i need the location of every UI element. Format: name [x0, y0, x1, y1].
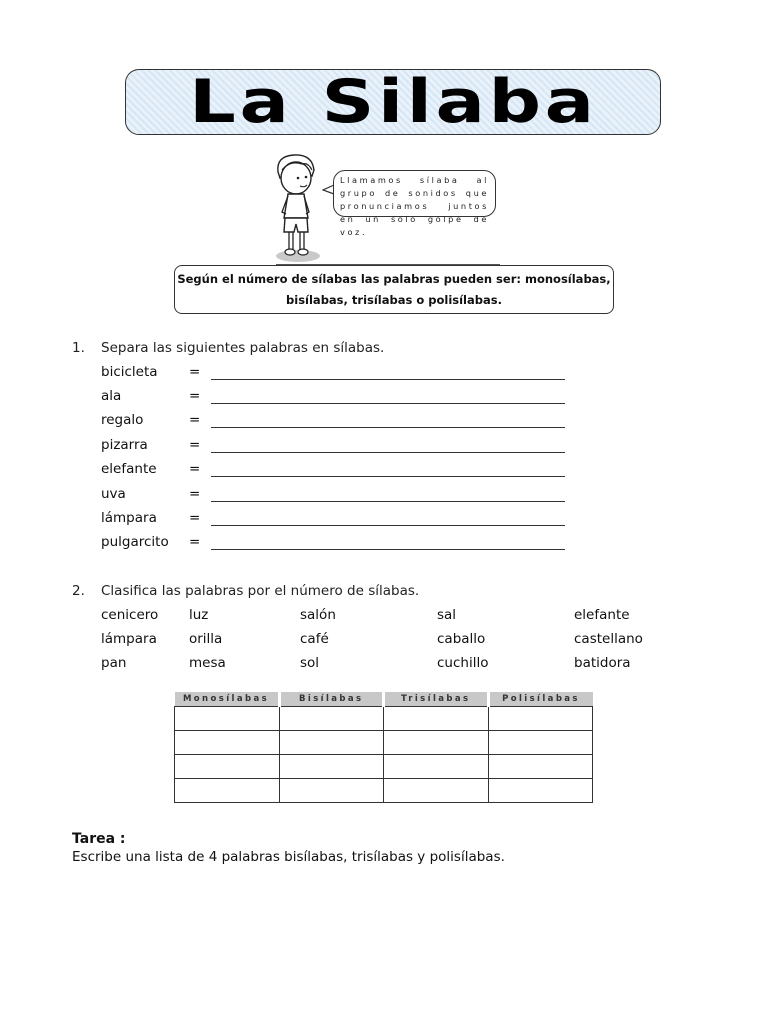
equals-sign: = — [189, 510, 201, 526]
word: sol — [300, 655, 320, 671]
table-cell[interactable] — [384, 707, 489, 731]
table-row — [175, 755, 593, 779]
word: ala — [101, 388, 122, 404]
word: batidora — [574, 655, 631, 671]
table-cell[interactable] — [384, 731, 489, 755]
table-cell[interactable] — [279, 755, 384, 779]
table-cell[interactable] — [384, 779, 489, 803]
rule-line: bisílabas, trisílabas o polisílabas. — [286, 293, 502, 307]
table-cell[interactable] — [279, 731, 384, 755]
equals-sign: = — [189, 486, 201, 502]
homework-title: Tarea : — [72, 831, 126, 847]
table-cell[interactable] — [488, 707, 593, 731]
word: pan — [101, 655, 127, 671]
rule-line: Según el número de sílabas las palabras pueden ser: monosílabas, — [177, 272, 611, 286]
answer-line[interactable] — [211, 501, 565, 502]
table-row — [175, 731, 593, 755]
table-cell[interactable] — [279, 707, 384, 731]
table-row — [175, 779, 593, 803]
rule-box — [174, 265, 614, 314]
answer-line[interactable] — [211, 525, 565, 526]
table-cell[interactable] — [384, 755, 489, 779]
exercise-instruction: Clasifica las palabras por el número de sílabas. — [101, 583, 420, 599]
answer-line[interactable] — [211, 403, 565, 404]
word: luz — [189, 607, 209, 623]
word: sal — [437, 607, 457, 623]
table-cell[interactable] — [175, 755, 280, 779]
table-header: Bisílabas — [279, 692, 384, 707]
table-header: Trisílabas — [384, 692, 489, 707]
table-cell[interactable] — [175, 707, 280, 731]
word: cenicero — [101, 607, 159, 623]
word: salón — [300, 607, 336, 623]
exercise-number: 2. — [72, 583, 85, 599]
word: elefante — [101, 461, 157, 477]
word: café — [300, 631, 329, 647]
table-header: Monosílabas — [175, 692, 280, 707]
word: elefante — [574, 607, 630, 623]
word: lámpara — [101, 631, 157, 647]
table-row — [175, 707, 593, 731]
answer-line[interactable] — [211, 549, 565, 550]
boy-illustration — [262, 150, 338, 268]
equals-sign: = — [189, 388, 201, 404]
answer-line[interactable] — [211, 379, 565, 380]
word: regalo — [101, 412, 144, 428]
table-cell[interactable] — [175, 779, 280, 803]
word: uva — [101, 486, 126, 502]
table-cell[interactable] — [279, 779, 384, 803]
word: pizarra — [101, 437, 148, 453]
table-cell[interactable] — [488, 731, 593, 755]
word: lámpara — [101, 510, 157, 526]
table-cell[interactable] — [488, 755, 593, 779]
word: orilla — [189, 631, 223, 647]
table-cell[interactable] — [488, 779, 593, 803]
word: bicicleta — [101, 364, 158, 380]
word: caballo — [437, 631, 486, 647]
answer-line[interactable] — [211, 476, 565, 477]
equals-sign: = — [189, 437, 201, 453]
equals-sign: = — [189, 364, 201, 380]
equals-sign: = — [189, 461, 201, 477]
answer-line[interactable] — [211, 452, 565, 453]
page-title: La Silaba — [188, 67, 598, 137]
table-cell[interactable] — [175, 731, 280, 755]
speech-bubble: Llamamos sílaba al grupo de sonidos que pronunciamos juntos en un solo golpe de voz. — [333, 170, 496, 217]
exercise-instruction: Separa las siguientes palabras en sílabas. — [101, 340, 385, 356]
word: pulgarcito — [101, 534, 169, 550]
word: cuchillo — [437, 655, 489, 671]
word: mesa — [189, 655, 226, 671]
answer-line[interactable] — [211, 427, 565, 428]
exercise-number: 1. — [72, 340, 85, 356]
equals-sign: = — [189, 412, 201, 428]
classification-table — [174, 692, 593, 803]
homework-text: Escribe una lista de 4 palabras bisílabas, trisílabas y polisílabas. — [72, 849, 505, 865]
title-banner — [125, 69, 661, 135]
table-header: Polisílabas — [488, 692, 593, 707]
equals-sign: = — [189, 534, 201, 550]
word: castellano — [574, 631, 643, 647]
